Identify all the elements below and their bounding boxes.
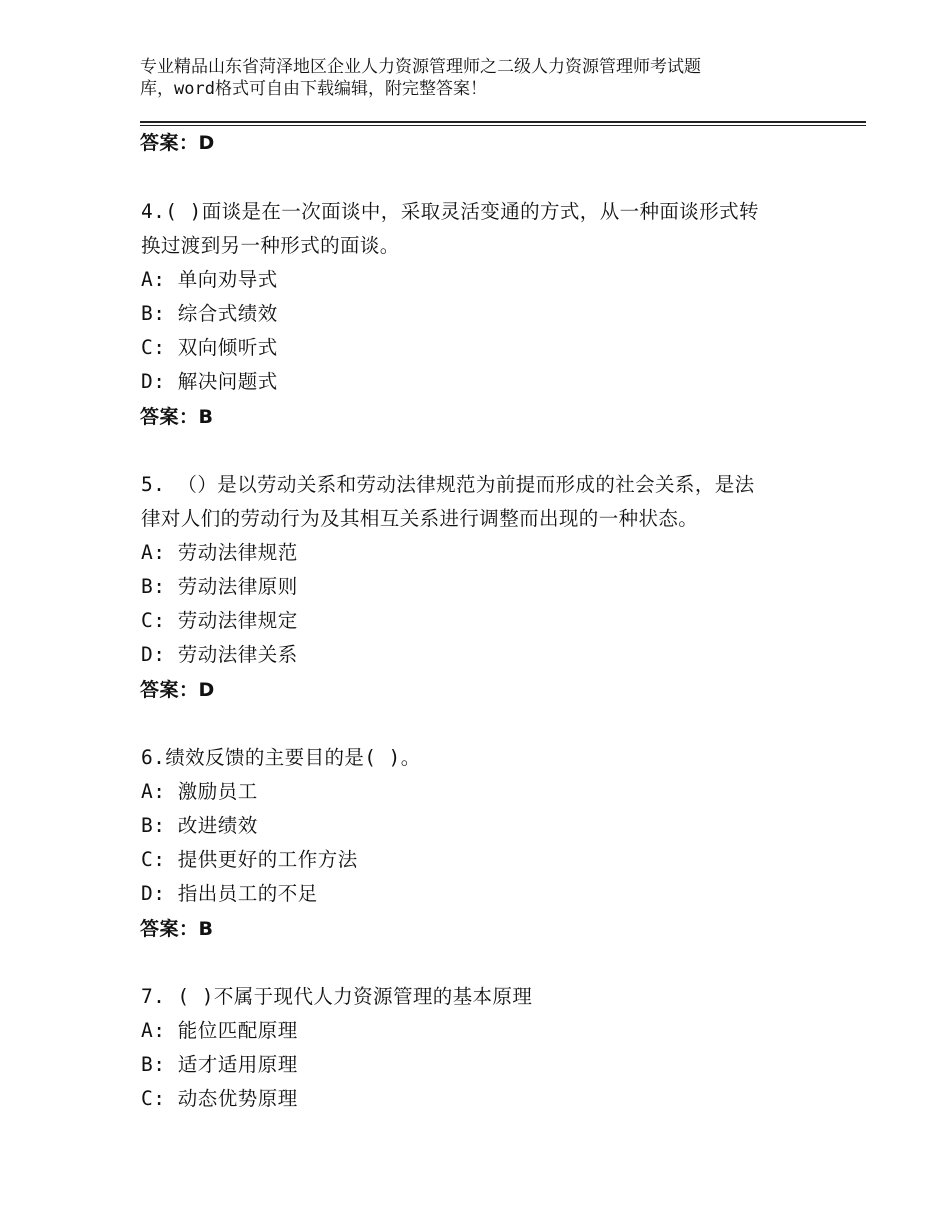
header-divider-thin [140,125,866,126]
question-5-option-b: B: 劳动法律原则 [141,575,298,598]
question-6-option-c: C: 提供更好的工作方法 [141,848,358,871]
header-title-line-1: 专业精品山东省菏泽地区企业人力资源管理师之二级人力资源管理师考试题 [140,57,701,77]
question-6-option-b: B: 改进绩效 [141,814,258,837]
question-4-option-c: C: 双向倾听式 [141,336,278,359]
question-6-option-a: A: 激励员工 [141,780,258,803]
previous-answer: 答案：D [140,132,215,154]
question-4-option-a: A: 单向劝导式 [141,268,278,291]
header-title-line-2: 库，word格式可自由下载编辑，附完整答案！ [140,79,487,99]
question-4-option-d: D: 解决问题式 [141,370,278,393]
header-divider-thick [140,121,866,123]
question-7-option-a: A: 能位匹配原理 [141,1019,298,1042]
question-7-option-c: C: 动态优势原理 [141,1087,298,1110]
question-5-option-a: A: 劳动法律规范 [141,541,298,564]
question-6-option-d: D: 指出员工的不足 [141,882,318,905]
question-5-stem-line-2: 律对人们的劳动行为及其相互关系进行调整而出现的一种状态。 [141,507,699,530]
question-7-option-b: B: 适才适用原理 [141,1053,298,1076]
question-4-stem-line-1: 4.( )面谈是在一次面谈中，采取灵活变通的方式，从一种面谈形式转 [141,200,759,223]
question-7-stem-line-1: 7. ( )不属于现代人力资源管理的基本原理 [141,985,533,1008]
question-5-option-d: D: 劳动法律关系 [141,643,298,666]
question-6-answer: 答案：B [140,918,214,940]
question-4-stem-line-2: 换过渡到另一种形式的面谈。 [141,234,400,257]
question-4-option-b: B: 综合式绩效 [141,302,278,325]
question-4-answer: 答案：B [140,406,214,428]
question-5-option-c: C: 劳动法律规定 [141,609,298,632]
question-5-answer: 答案：D [140,679,215,701]
document-header [140,56,780,100]
question-5-stem-line-1: 5. （）是以劳动关系和劳动法律规范为前提而形成的社会关系，是法 [141,473,755,496]
question-6-stem-line-1: 6.绩效反馈的主要目的是( )。 [141,746,421,769]
